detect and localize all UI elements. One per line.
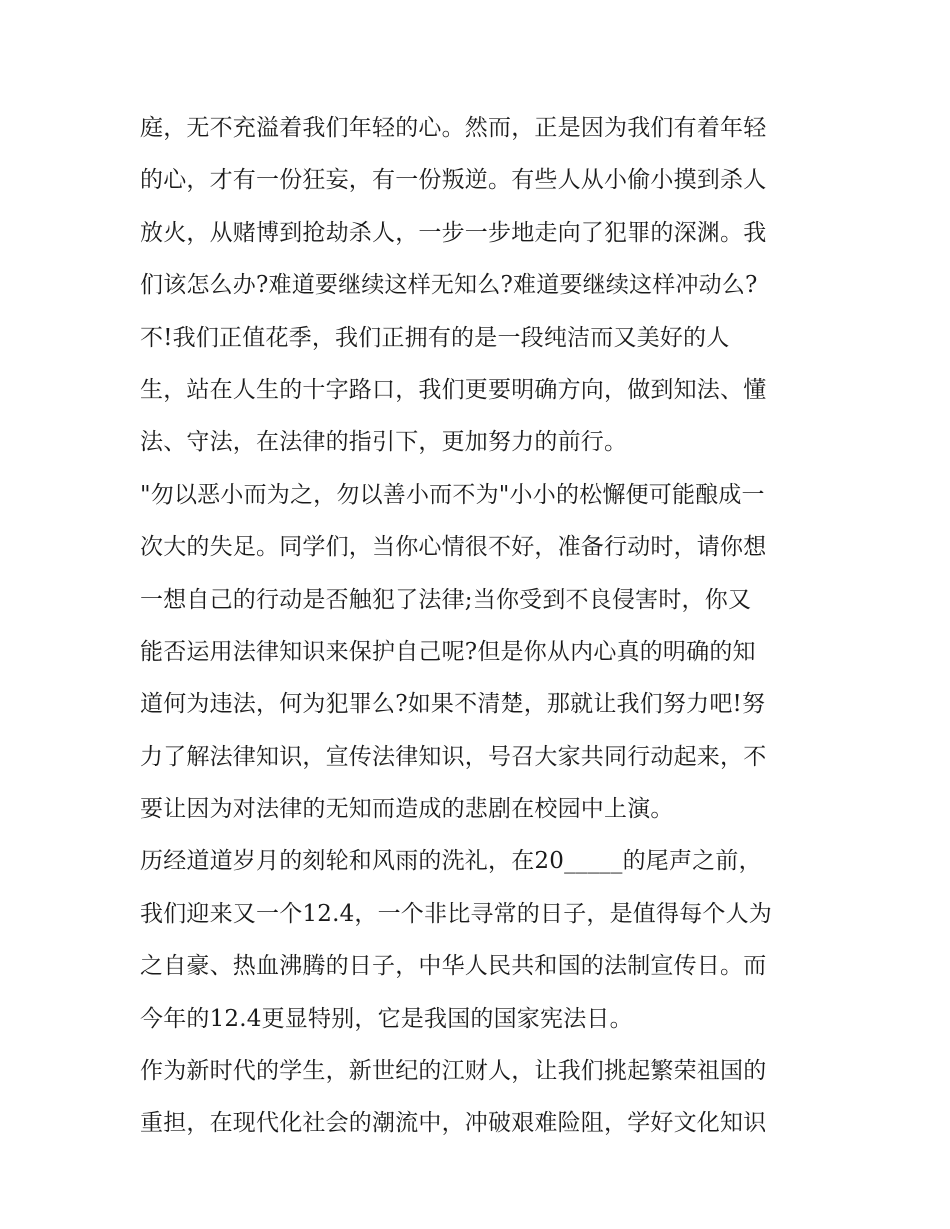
text-line: 能否运用法律知识来保护自己呢?但是你从内心真的明确的知 [140, 638, 756, 665]
text-line: 一想自己的行动是否触犯了法律;当你受到不良侵害时，你又 [140, 586, 752, 613]
text-line: 道何为违法，何为犯罪么?如果不清楚，那就让我们努力吧!努 [140, 691, 766, 718]
text-line: 放火，从赌博到抢劫杀人，一步一步地走向了犯罪的深渊。我 [140, 219, 767, 246]
text-line: 法、守法，在法律的指引下，更加努力的前行。 [140, 429, 628, 456]
text-line: 生，站在人生的十字路口，我们更要明确方向，做到知法、懂 [140, 376, 767, 403]
text-line: 次大的失足。同学们，当你心情很不好，准备行动时，请你想 [140, 534, 767, 561]
text-line: 重担，在现代化社会的潮流中，冲破艰难险阻，学好文化知识 [140, 1110, 767, 1137]
text-line: 作为新时代的学生，新世纪的江财人，让我们挑起繁荣祖国的 [140, 1058, 767, 1085]
text-line: "勿以恶小而为之，勿以善小而不为"小小的松懈便可能酿成一 [140, 481, 765, 508]
text-line: 不!我们正值花季，我们正拥有的是一段纯洁而又美好的人 [140, 324, 730, 351]
document-body [140, 102, 820, 1150]
text-line: 力了解法律知识，宣传法律知识，号召大家共同行动起来，不 [140, 743, 767, 770]
text-line: 历经道道岁月的刻轮和风雨的洗礼，在20_____的尾声之前， [140, 848, 762, 875]
text-line: 我们迎来又一个12.4，一个非比寻常的日子，是值得每个人为 [140, 900, 773, 927]
text-line: 之自豪、热血沸腾的日子，中华人民共和国的法制宣传日。而 [140, 953, 767, 980]
text-line: 庭，无不充溢着我们年轻的心。然而，正是因为我们有着年轻 [140, 115, 767, 141]
text-line: 的心，才有一份狂妄，有一份叛逆。有些人从小偷小摸到杀人 [140, 167, 767, 194]
text-line: 们该怎么办?难道要继续这样无知么?难道要继续这样冲动么? [140, 272, 758, 299]
text-line: 今年的12.4更显特别，它是我国的国家宪法日。 [140, 1005, 633, 1032]
text-line: 要让因为对法律的无知而造成的悲剧在校园中上演。 [140, 796, 674, 823]
